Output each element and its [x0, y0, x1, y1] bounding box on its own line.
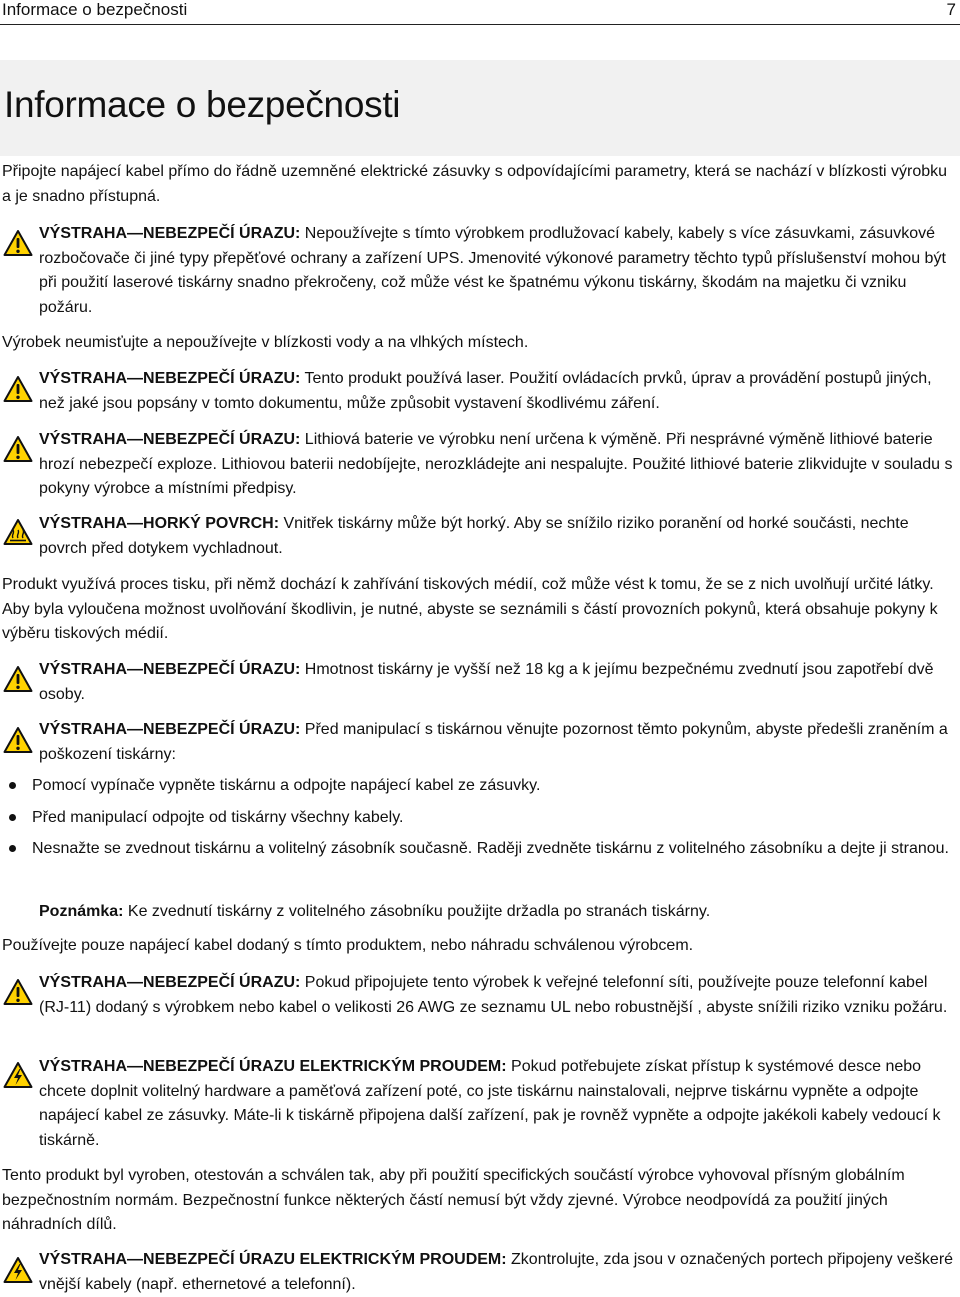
warning-label: VÝSTRAHA—NEBEZPEČÍ ÚRAZU ELEKTRICKÝM PROUDEM:	[39, 1058, 507, 1075]
warning-triangle-icon	[3, 435, 33, 463]
warning-telephone	[39, 971, 957, 1020]
print-process-paragraph: Produkt využívá proces tisku, při němž dochází k zahřívání tiskových médií, což může vést k tomu, že se z nich uvolňují určité látky. Aby byla vyloučena možnost uvolňování škodlivin, je nutné, abyste se seznámili s částí provozních pokynů, která obsahuje pokyny k výběru tiskových médií.	[2, 576, 938, 642]
warning-triangle-icon	[3, 665, 33, 693]
warning-electric-shock	[39, 1248, 957, 1297]
note-text: Ke zvednutí tiskárny z volitelného zásobníku použijte držadla po stranách tiskárny.	[123, 903, 711, 920]
warning-text: Hmotnost tiskárny je vyšší než 18 kg a k jejímu bezpečnému zvednutí jsou zapotřebí dvě osoby.	[39, 661, 934, 703]
running-header-title: Informace o bezpečnosti	[2, 0, 188, 19]
power-cord-paragraph: Používejte pouze napájecí kabel dodaný s tímto produktem, nebo náhradu schválenou výrobcem.	[2, 937, 694, 954]
warning-label: VÝSTRAHA—NEBEZPEČÍ ÚRAZU:	[39, 974, 301, 991]
warning-laser	[39, 367, 957, 416]
warning-triangle-icon	[3, 375, 33, 403]
warning-text: Vnitřek tiskárny může být horký. Aby se snížilo riziko poranění od horké součásti, nechte povrch před dotykem vychladnout.	[39, 515, 909, 557]
warning-label: VÝSTRAHA—NEBEZPEČÍ ÚRAZU:	[39, 721, 301, 738]
warning-triangle-icon	[3, 978, 33, 1006]
page-title: Informace o bezpečnosti	[4, 84, 401, 125]
warning-label: VÝSTRAHA—NEBEZPEČÍ ÚRAZU:	[39, 661, 301, 678]
warning-text: Před manipulací s tiskárnou věnujte pozornost těmto pokynům, abyste předešli zraněním a poškození tiskárny:	[39, 721, 948, 763]
warning-label: VÝSTRAHA—NEBEZPEČÍ ÚRAZU:	[39, 431, 301, 448]
warning-electric-shock	[39, 1055, 957, 1153]
page-number: 7	[946, 0, 956, 19]
warning-label: VÝSTRAHA—NEBEZPEČÍ ÚRAZU:	[39, 370, 301, 387]
warning-triangle-icon	[3, 229, 33, 257]
water-paragraph: Výrobek neumisťujte a nepoužívejte v blízkosti vody a na vlhkých místech.	[2, 334, 529, 351]
note-label: Poznámka:	[39, 903, 124, 920]
warning-weight	[39, 658, 957, 707]
warning-label: VÝSTRAHA—NEBEZPEČÍ ÚRAZU ELEKTRICKÝM PROUDEM:	[39, 1251, 507, 1268]
warning-label: VÝSTRAHA—NEBEZPEČÍ ÚRAZU:	[39, 225, 301, 242]
bullet-icon	[9, 782, 16, 789]
list-item: Před manipulací odpojte od tiskárny všechny kabely.	[32, 809, 404, 826]
hot-surface-icon	[3, 518, 33, 546]
bullet-icon	[9, 845, 16, 852]
warning-text: Lithiová baterie ve výrobku není určena k výměně. Při nesprávné výměně lithiové baterie hrozí nebezpečí exploze. Lithiovou baterii nedobíjejte, nerozkládejte ani nespalujte. Použité lithiové baterie zlikvidujte v souladu s pokyny výrobce a místními předpisy.	[39, 431, 953, 497]
warning-moving	[39, 718, 957, 767]
warning-label: VÝSTRAHA—HORKÝ POVRCH:	[39, 515, 280, 532]
bullet-icon	[9, 814, 16, 821]
page-title-bar	[0, 60, 960, 156]
note	[39, 900, 957, 925]
warning-text: Pokud potřebujete získat přístup k systémové desce nebo chcete doplnit volitelný hardware a paměťová zařízení poté, co jste tiskárnu nainstalovali, nejprve tiskárnu vypněte a odpojte napájecí kabel ze zásuvky. Máte-li k tiskárně připojena další zařízení, pak je rovněž vypněte a odpojte jakékoli kabely vedoucí k tiskárně.	[39, 1058, 941, 1149]
standards-paragraph: Tento produkt byl vyroben, otestován a schválen tak, aby při použití specifických součástí výrobce vyhovoval přísným globálním bezpečnostním normám. Bezpečnostní funkce některých částí nemusí být vždy zjevné. Výrobce neodpovídá za použití jiných náhradních dílů.	[2, 1167, 905, 1233]
electric-shock-icon	[3, 1256, 33, 1284]
warning-extension-cords	[39, 222, 957, 320]
intro-paragraph: Připojte napájecí kabel přímo do řádně uzemněné elektrické zásuvky s odpovídajícími parametry, která se nachází v blízkosti výrobku a je snadno přístupná.	[2, 163, 948, 205]
warning-text: Nepoužívejte s tímto výrobkem prodlužovací kabely, kabely s více zásuvkami, zásuvkové rozbočovače či jiné typy přepěťové ochrany a zařízení UPS. Jmenovité výkonové parametry těchto typů příslušenství mohou být při použití laserové tiskárny snadno překročeny, což může vést ke špatnému výkonu tiskárny, škodám na majetku či vzniku požáru.	[39, 225, 946, 316]
electric-shock-icon	[3, 1061, 33, 1089]
list-item: Pomocí vypínače vypněte tiskárnu a odpojte napájecí kabel ze zásuvky.	[32, 777, 541, 794]
warning-text: Tento produkt používá laser. Použití ovládacích prvků, úprav a provádění postupů jiných, než jaké jsou popsány v tomto dokumentu, může způsobit vystavení škodlivému záření.	[39, 370, 932, 412]
warning-text: Pokud připojujete tento výrobek k veřejné telefonní síti, používejte pouze telefonní kabel (RJ‑11) dodaný s výrobkem nebo kabel o velikosti 26 AWG ze seznamu UL nebo robustnější , abyste snížili riziko vzniku požáru.	[39, 974, 948, 1016]
warning-hot-surface	[39, 512, 957, 561]
warning-triangle-icon	[3, 726, 33, 754]
warning-battery	[39, 428, 957, 502]
warning-text: Zkontrolujte, zda jsou v označených portech připojeny veškeré vnější kabely (např. ethernetové a telefonní).	[39, 1251, 954, 1293]
list-item: Nesnažte se zvednout tiskárnu a volitelný zásobník současně. Raději zvedněte tiskárnu z volitelného zásobníku a dejte ji stranou.	[32, 840, 949, 857]
running-header	[0, 0, 960, 25]
